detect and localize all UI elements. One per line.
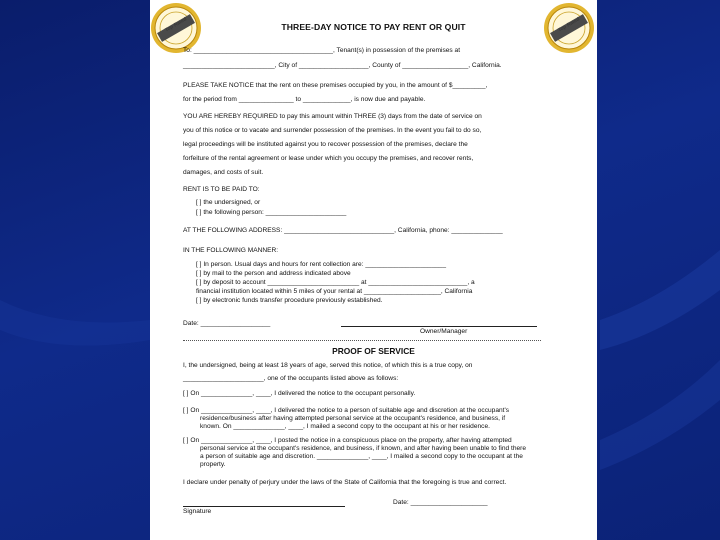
signature-label: Signature: [183, 508, 212, 515]
seal-text-left: Top Rated: [164, 16, 188, 34]
proof-option-substitute: [ ] On ______________, ____, I delivered the notice to a person of suitable age and discretion at the occupant's: [183, 407, 510, 414]
seal-text-right: Top Rated: [557, 16, 581, 34]
required-line: legal proceedings will be instituted against you to recover possession of the premises, declare the: [183, 141, 468, 148]
required-line: damages, and costs of suit.: [183, 169, 264, 176]
proof-option-substitute-cont: known. On ______________, ____, I mailed a second copy to the occupant at his or her residence.: [200, 423, 490, 430]
proof-option-posting-cont: a person of suitable age and discretion. ______________, ____, I mailed a second copy to the occupant at the: [200, 453, 523, 460]
rent-paid-heading: RENT IS TO BE PAID TO:: [183, 186, 260, 193]
manner-heading: IN THE FOLLOWING MANNER:: [183, 247, 279, 254]
proof-date-field: Date: _____________________: [393, 499, 488, 506]
document-title: THREE-DAY NOTICE TO PAY RENT OR QUIT: [281, 22, 466, 32]
manner-option: financial institution located within 5 miles of your rental at _____________________, California: [196, 288, 473, 295]
manner-option: [ ] In person. Usual days and hours for rent collection are: ______________________: [196, 261, 447, 268]
proof-of-service-title: PROOF OF SERVICE: [332, 346, 415, 356]
required-line: you of this notice or to vacate and surrender possession of the premises. In the event you fail to do so,: [183, 127, 482, 134]
date-field: Date: ___________________: [183, 320, 271, 327]
address-line-2: _________________________, City of ___________________, County of __________________, California.: [183, 62, 502, 69]
manner-option: [ ] by deposit to account _________________________ at ___________________________, a: [196, 279, 475, 286]
proof-option-personal: [ ] On ______________, ____, I delivered the notice to the occupant personally.: [183, 390, 416, 397]
payment-address-line: AT THE FOLLOWING ADDRESS: ______________________________, California, phone: ______________: [183, 227, 503, 234]
proof-intro-line: I, the undersigned, being at least 18 years of age, served this notice, of which this is a true copy, on: [183, 362, 473, 369]
rent-notice-page: [150, 0, 597, 540]
rent-paid-option: [ ] the following person: ______________________: [196, 209, 347, 216]
address-line-1: To: ______________________________________, Tenant(s) in possession of the premises at: [183, 47, 461, 54]
proof-option-posting-cont: property.: [200, 461, 226, 468]
rent-paid-option: [ ] the undersigned, or: [196, 199, 261, 206]
proof-option-posting-cont: personal service at the occupant's residence, and business, if known, and after having been unable to find there: [200, 445, 527, 452]
owner-label: Owner/Manager: [420, 328, 468, 335]
proof-option-posting: [ ] On ______________, ____, I posted the notice in a conspicuous place on the property, after having attempted: [183, 437, 512, 444]
perjury-declaration: I declare under penalty of perjury under the laws of the State of California that the foregoing is true and correct.: [183, 479, 507, 486]
notice-line: PLEASE TAKE NOTICE that the rent on these premises occupied by you, in the amount of $_________,: [183, 82, 488, 89]
manner-option: [ ] by electronic funds transfer procedure previously established.: [196, 297, 383, 304]
notice-line: for the period from _______________ to _____________, is now due and payable.: [183, 96, 426, 103]
owner-signature-line: [341, 326, 537, 327]
proof-option-substitute-cont: residence/business after having attempted personal service at the occupant's residence, and business, if: [200, 415, 506, 422]
proof-intro-line: ______________________, one of the occupants listed above as follows:: [183, 375, 399, 382]
required-line: forfeiture of the rental agreement or lease under which you occupy the premises, and recover rents,: [183, 155, 474, 162]
server-signature-line: [183, 506, 345, 507]
required-line: YOU ARE HEREBY REQUIRED to pay this amount within THREE (3) days from the date of service on: [183, 113, 482, 120]
section-divider: [183, 340, 541, 341]
manner-option: [ ] by mail to the person and address indicated above: [196, 270, 351, 277]
